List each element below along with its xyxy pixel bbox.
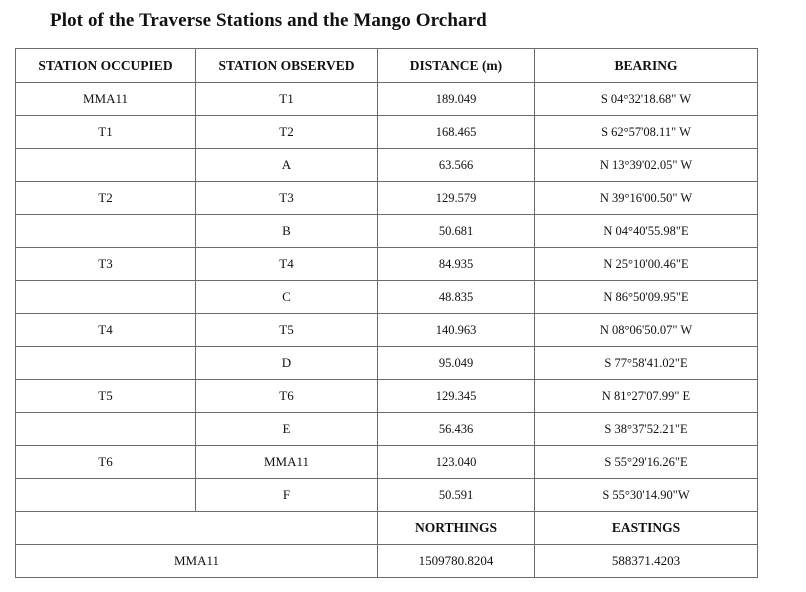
- header-station-occupied: STATION OCCUPIED: [16, 49, 196, 83]
- table-row: [16, 281, 758, 314]
- bearing-cell: N 04°40'55.98"E: [535, 215, 758, 248]
- distance-cell: 129.345: [378, 380, 535, 413]
- table-row: [16, 347, 758, 380]
- table-row: [16, 248, 758, 281]
- bearing-cell: N 25°10'00.46"E: [535, 248, 758, 281]
- northings-label: NORTHINGS: [378, 512, 535, 545]
- table-row: [16, 215, 758, 248]
- station-observed-cell: A: [196, 149, 378, 182]
- bearing-cell: N 81°27'07.99" E: [535, 380, 758, 413]
- distance-cell: 95.049: [378, 347, 535, 380]
- distance-cell: 50.681: [378, 215, 535, 248]
- distance-cell: 129.579: [378, 182, 535, 215]
- table-row: [16, 479, 758, 512]
- distance-cell: 189.049: [378, 83, 535, 116]
- station-observed-cell: T1: [196, 83, 378, 116]
- station-observed-cell: T5: [196, 314, 378, 347]
- station-occupied-cell: MMA11: [16, 83, 196, 116]
- station-occupied-cell: [16, 281, 196, 314]
- station-occupied-cell: T6: [16, 446, 196, 479]
- table-row: [16, 116, 758, 149]
- station-observed-cell: B: [196, 215, 378, 248]
- bearing-cell: N 39°16'00.50" W: [535, 182, 758, 215]
- station-occupied-cell: [16, 479, 196, 512]
- station-occupied-cell: T1: [16, 116, 196, 149]
- station-occupied-cell: [16, 215, 196, 248]
- northings-value: 1509780.8204: [378, 545, 535, 578]
- station-observed-cell: D: [196, 347, 378, 380]
- coordinates-summary: [16, 512, 758, 578]
- distance-cell: 63.566: [378, 149, 535, 182]
- distance-cell: 56.436: [378, 413, 535, 446]
- distance-cell: 50.591: [378, 479, 535, 512]
- station-observed-cell: MMA11: [196, 446, 378, 479]
- bearing-cell: S 77°58'41.02"E: [535, 347, 758, 380]
- station-occupied-cell: T5: [16, 380, 196, 413]
- header-bearing: BEARING: [535, 49, 758, 83]
- table-row: [16, 182, 758, 215]
- distance-cell: 168.465: [378, 116, 535, 149]
- bearing-cell: N 08°06'50.07" W: [535, 314, 758, 347]
- document-title: Plot of the Traverse Stations and the Mango Orchard: [50, 10, 487, 31]
- station-occupied-cell: T4: [16, 314, 196, 347]
- station-observed-cell: F: [196, 479, 378, 512]
- traverse-table: [15, 48, 758, 578]
- station-occupied-cell: [16, 347, 196, 380]
- station-observed-cell: E: [196, 413, 378, 446]
- bearing-cell: S 62°57'08.11" W: [535, 116, 758, 149]
- distance-cell: 48.835: [378, 281, 535, 314]
- distance-cell: 123.040: [378, 446, 535, 479]
- table-row: [16, 413, 758, 446]
- bearing-cell: N 86°50'09.95"E: [535, 281, 758, 314]
- table-row: [16, 83, 758, 116]
- bearing-cell: S 38°37'52.21"E: [535, 413, 758, 446]
- header-station-observed: STATION OBSERVED: [196, 49, 378, 83]
- summary-header-row: [16, 512, 758, 545]
- table-row: [16, 380, 758, 413]
- table-row: [16, 149, 758, 182]
- station-observed-cell: T6: [196, 380, 378, 413]
- station-occupied-cell: [16, 149, 196, 182]
- eastings-value: 588371.4203: [535, 545, 758, 578]
- bearing-cell: S 55°29'16.26"E: [535, 446, 758, 479]
- station-occupied-cell: T2: [16, 182, 196, 215]
- distance-cell: 140.963: [378, 314, 535, 347]
- table-row: [16, 446, 758, 479]
- station-observed-cell: C: [196, 281, 378, 314]
- bearing-cell: N 13°39'02.05" W: [535, 149, 758, 182]
- summary-value-row: [16, 545, 758, 578]
- summary-station: MMA11: [16, 545, 378, 578]
- summary-blank-cell: [16, 512, 378, 545]
- table-row: [16, 314, 758, 347]
- station-observed-cell: T2: [196, 116, 378, 149]
- bearing-cell: S 04°32'18.68" W: [535, 83, 758, 116]
- station-observed-cell: T3: [196, 182, 378, 215]
- bearing-cell: S 55°30'14.90"W: [535, 479, 758, 512]
- header-distance: DISTANCE (m): [378, 49, 535, 83]
- station-occupied-cell: T3: [16, 248, 196, 281]
- table-header-row: [16, 49, 758, 83]
- station-observed-cell: T4: [196, 248, 378, 281]
- station-occupied-cell: [16, 413, 196, 446]
- traverse-table-body: [16, 83, 758, 512]
- distance-cell: 84.935: [378, 248, 535, 281]
- eastings-label: EASTINGS: [535, 512, 758, 545]
